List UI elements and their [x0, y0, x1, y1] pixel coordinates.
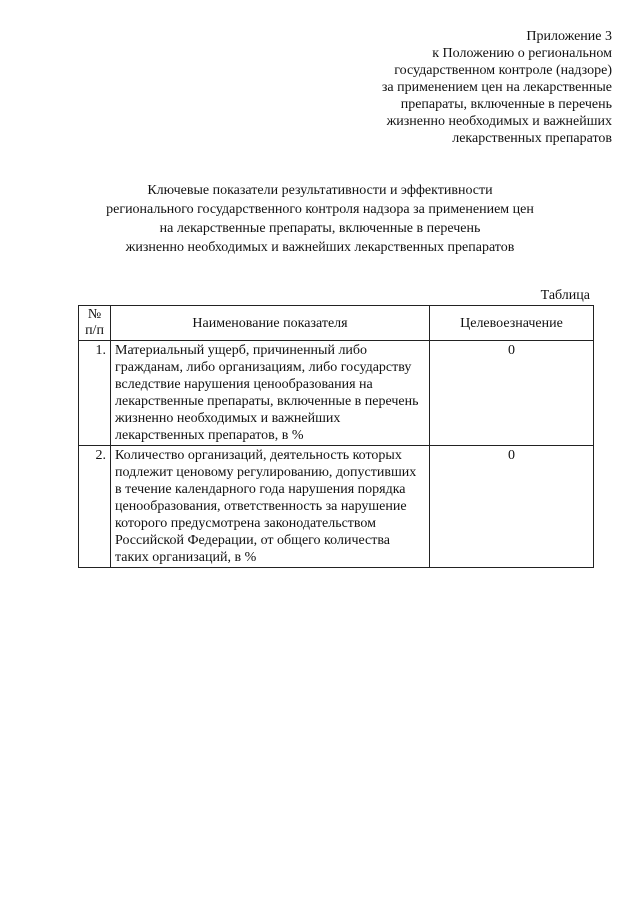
title-line: регионального государственного контроля надзора за применением цен [106, 202, 534, 217]
indicator-name: Материальный ущерб, причиненный либо гражданам, либо организациям, либо государству вследствие нарушения ценообразования на лекарственные препараты, включенные в перечень жизненно необходимых и важнейших лекарственных препаратов, в % [111, 341, 430, 446]
column-header-name: Наименование показателя [111, 306, 430, 341]
indicators-table [78, 305, 594, 568]
appendix-line: лекарственных препаратов [452, 131, 612, 146]
target-value: 0 [430, 446, 594, 568]
row-number: 1. [79, 341, 111, 446]
document-title [0, 181, 640, 257]
column-header-number [79, 306, 111, 341]
column-header-number-line1: № [87, 307, 102, 322]
column-header-number-line2: п/п [85, 323, 104, 338]
table-row [79, 341, 594, 446]
title-line: жизненно необходимых и важнейших лекарственных препаратов [125, 240, 515, 255]
appendix-line: жизненно необходимых и важнейших [386, 114, 612, 129]
appendix-line: Приложение 3 [526, 29, 612, 44]
title-line: Ключевые показатели результативности и эффективности [147, 183, 493, 198]
row-number: 2. [79, 446, 111, 568]
column-header-target: Целевоезначение [430, 306, 594, 341]
table-caption: Таблица [540, 288, 590, 303]
appendix-line: к Положению о региональном [432, 46, 612, 61]
table-header-row [79, 306, 594, 341]
table-row [79, 446, 594, 568]
appendix-line: препараты, включенные в перечень [400, 97, 612, 112]
target-value: 0 [430, 341, 594, 446]
appendix-line: государственном контроле (надзоре) [394, 63, 612, 78]
title-line: на лекарственные препараты, включенные в перечень [159, 221, 481, 236]
appendix-header [382, 28, 612, 147]
appendix-line: за применением цен на лекарственные [381, 80, 612, 95]
indicator-name: Количество организаций, деятельность которых подлежит ценовому регулированию, допустивших в течение календарного года нарушения порядка ценообразования, ответственность за нарушение которого предусмотрена законодательством Российской Федерации, от общего количества таких организаций, в % [111, 446, 430, 568]
